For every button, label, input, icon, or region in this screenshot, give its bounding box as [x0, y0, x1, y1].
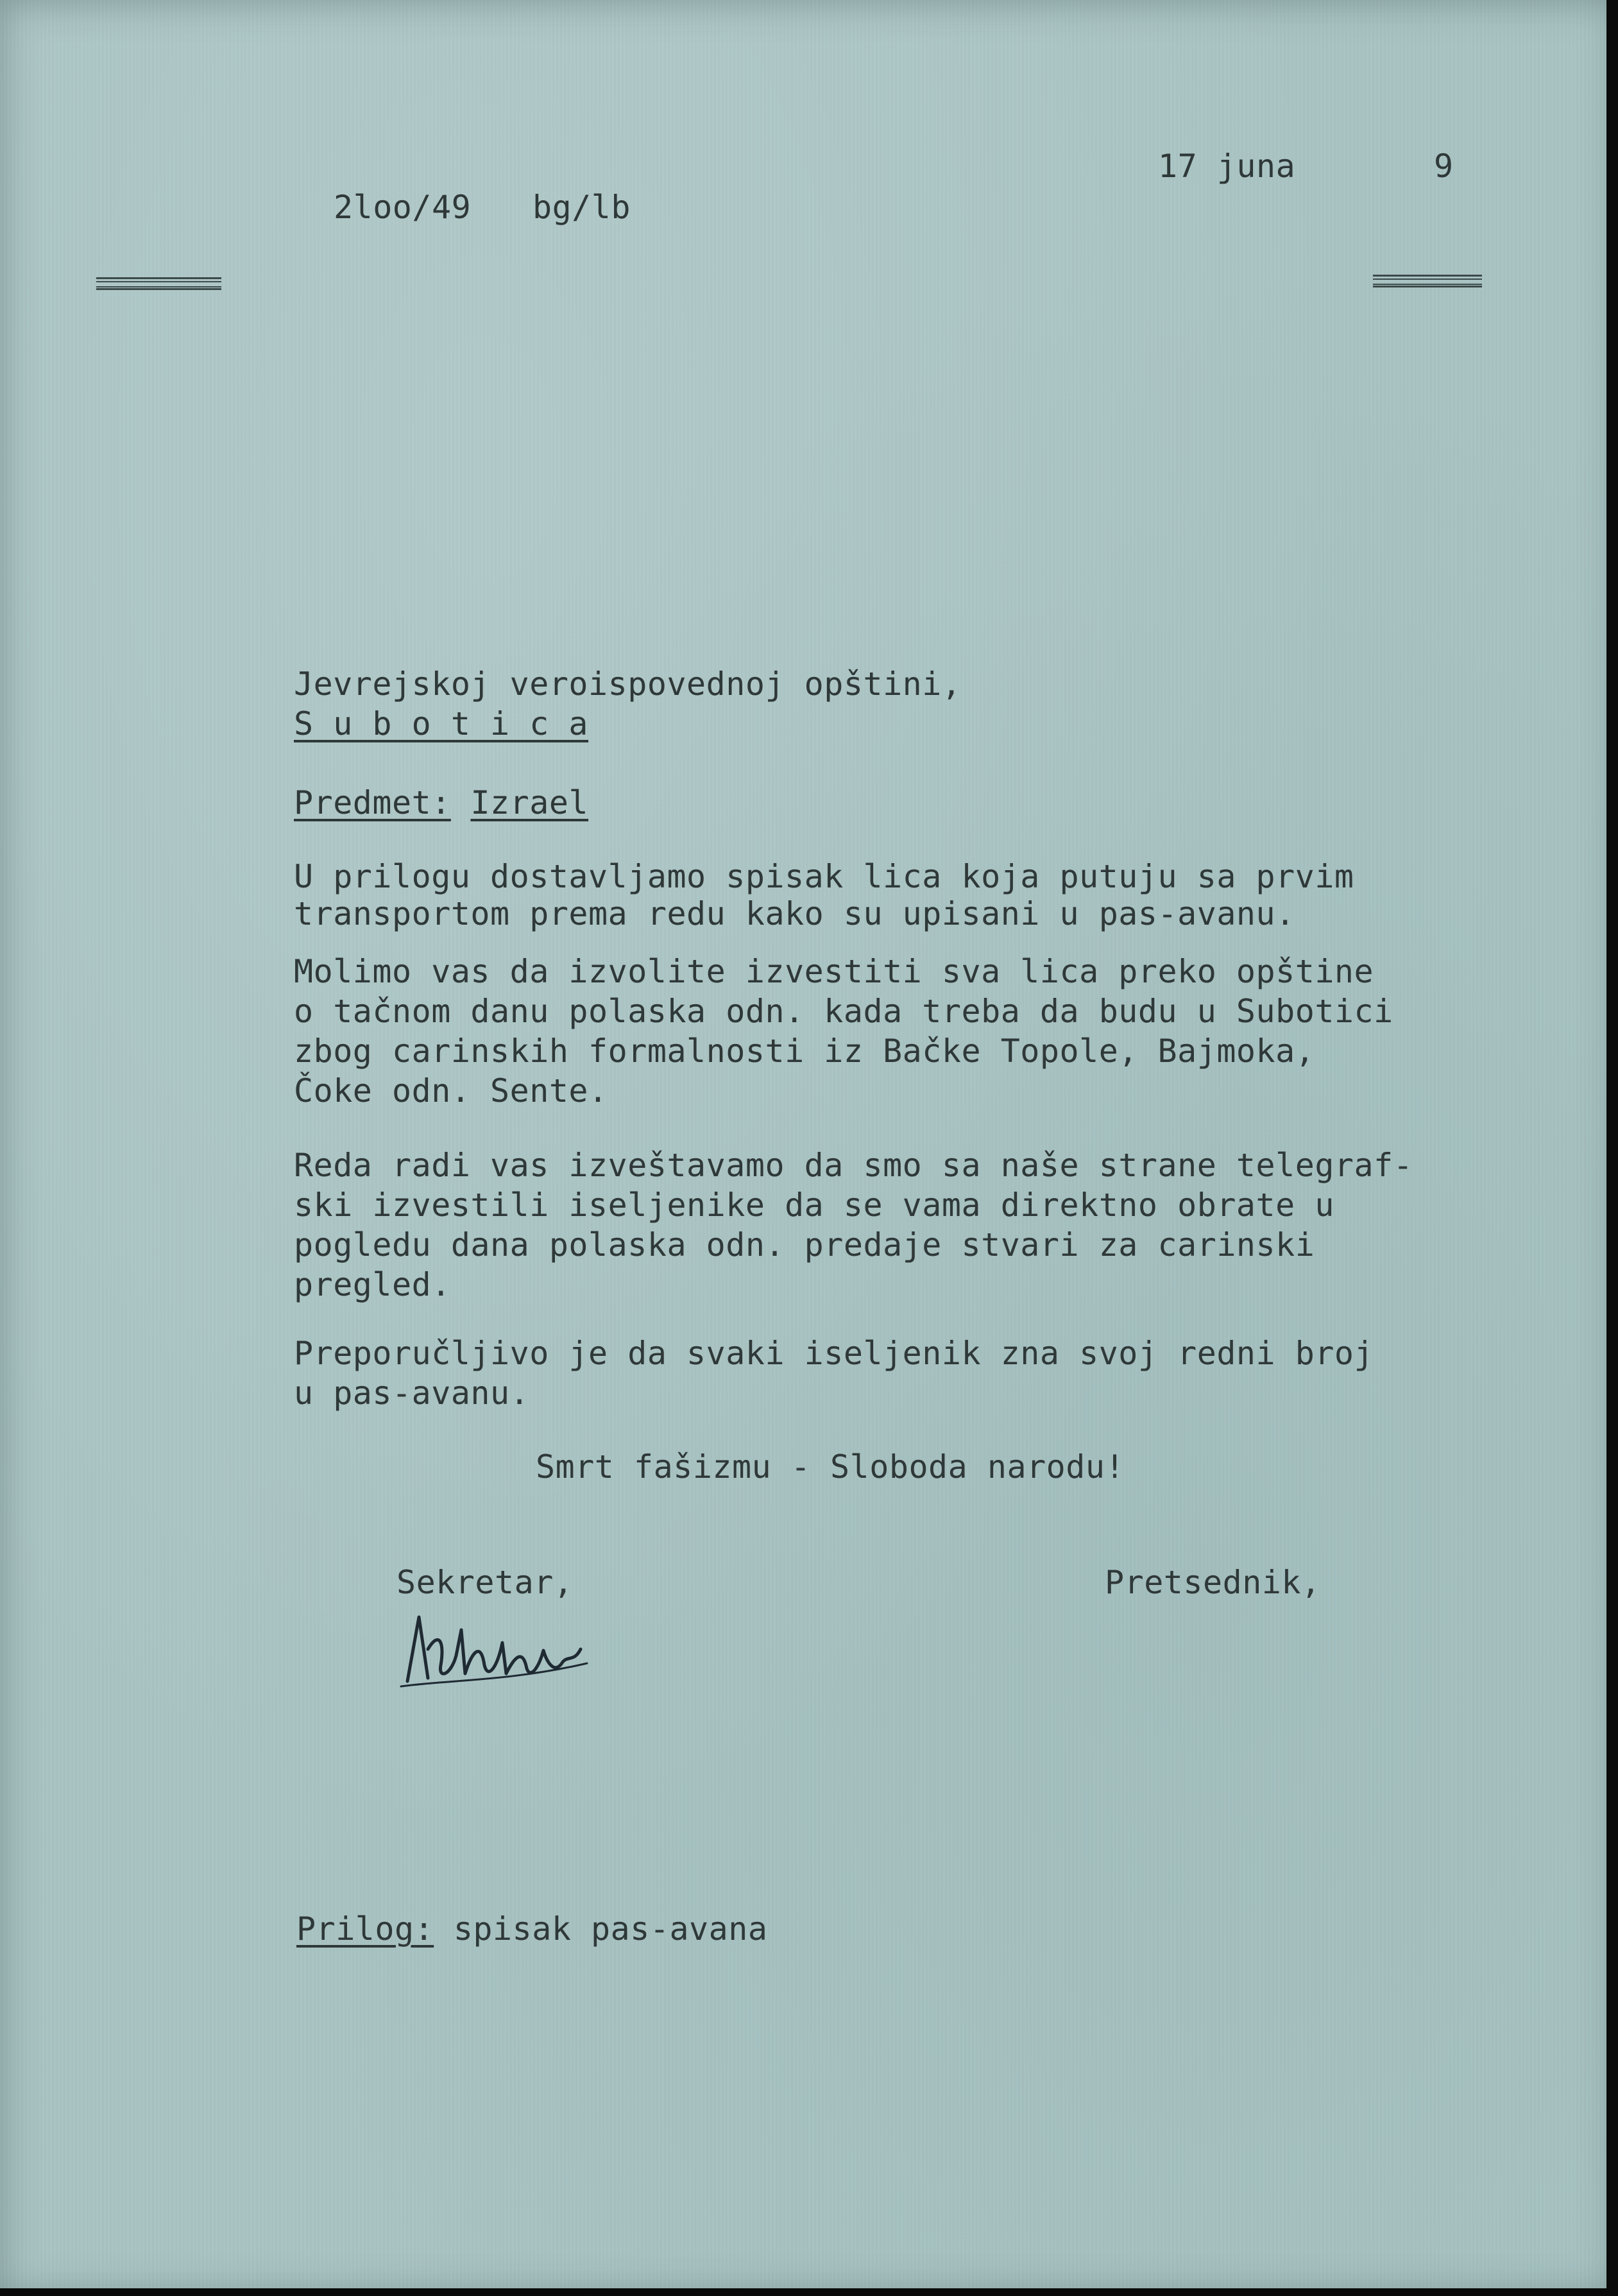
closing-salutation: Smrt fašizmu - Sloboda narodu! — [536, 1448, 1125, 1486]
attachment-line — [296, 1909, 767, 1949]
scan-edge-bottom — [0, 2288, 1618, 2296]
paragraph-3-line-2: ski izvestili iseljenike da se vama direktno obrate u — [294, 1187, 1334, 1224]
typist-initials: bg/lb — [532, 189, 631, 226]
scan-edge-right — [1606, 0, 1618, 2296]
secretary-label: Sekretar, — [396, 1564, 574, 1601]
right-fold-mark — [1373, 275, 1482, 287]
addressee-line-1: Jevrejskoj veroispovednoj opštini, — [294, 665, 962, 703]
paragraph-2-line-4: Čoke odn. Sente. — [294, 1072, 608, 1109]
paragraph-4-line-1: Preporučljivo je da svaki iseljenik zna svoj redni broj — [294, 1335, 1374, 1372]
year-fragment: 9 — [1434, 148, 1454, 185]
addressee-city: S u b o t i c a — [294, 705, 589, 742]
paragraph-3-line-4: pregled. — [294, 1266, 451, 1303]
secretary-signature — [395, 1604, 593, 1694]
paragraph-3-line-1: Reda radi vas izveštavamo da smo sa naše strane telegraf- — [294, 1147, 1413, 1184]
attachment-text: spisak pas-avana — [453, 1910, 768, 1948]
subject-label: Predmet: — [294, 784, 451, 821]
date: 17 juna — [1158, 148, 1296, 185]
paragraph-2-line-3: zbog carinskih formalnosti iz Bačke Topole, Bajmoka, — [294, 1032, 1315, 1070]
paragraph-1-line-2: transportom prema redu kako su upisani u pas-avanu. — [294, 895, 1295, 932]
left-fold-mark — [96, 277, 221, 290]
attachment-label: Prilog: — [296, 1910, 434, 1948]
paragraph-1-line-1: U prilogu dostavljamo spisak lica koja putuju sa prvim — [294, 858, 1354, 895]
president-label: Pretsednik, — [1105, 1564, 1321, 1601]
paragraph-3 — [294, 1145, 1413, 1305]
paragraph-2-line-1: Molimo vas da izvolite izvestiti sva lica preko opštine — [294, 953, 1374, 990]
reference-number: 2loo/49 — [334, 189, 472, 226]
paragraph-4-line-2: u pas-avanu. — [294, 1375, 530, 1412]
paragraph-2 — [294, 952, 1393, 1111]
subject-text: Izrael — [470, 784, 589, 821]
subject-line — [294, 783, 588, 823]
paragraph-3-line-3: pogledu dana polaska odn. predaje stvari za carinski — [294, 1226, 1315, 1264]
paragraph-1 — [294, 857, 1354, 936]
paragraph-4 — [294, 1333, 1374, 1413]
paragraph-2-line-2: o tačnom danu polaska odn. kada treba da budu u Subotici — [294, 993, 1393, 1030]
